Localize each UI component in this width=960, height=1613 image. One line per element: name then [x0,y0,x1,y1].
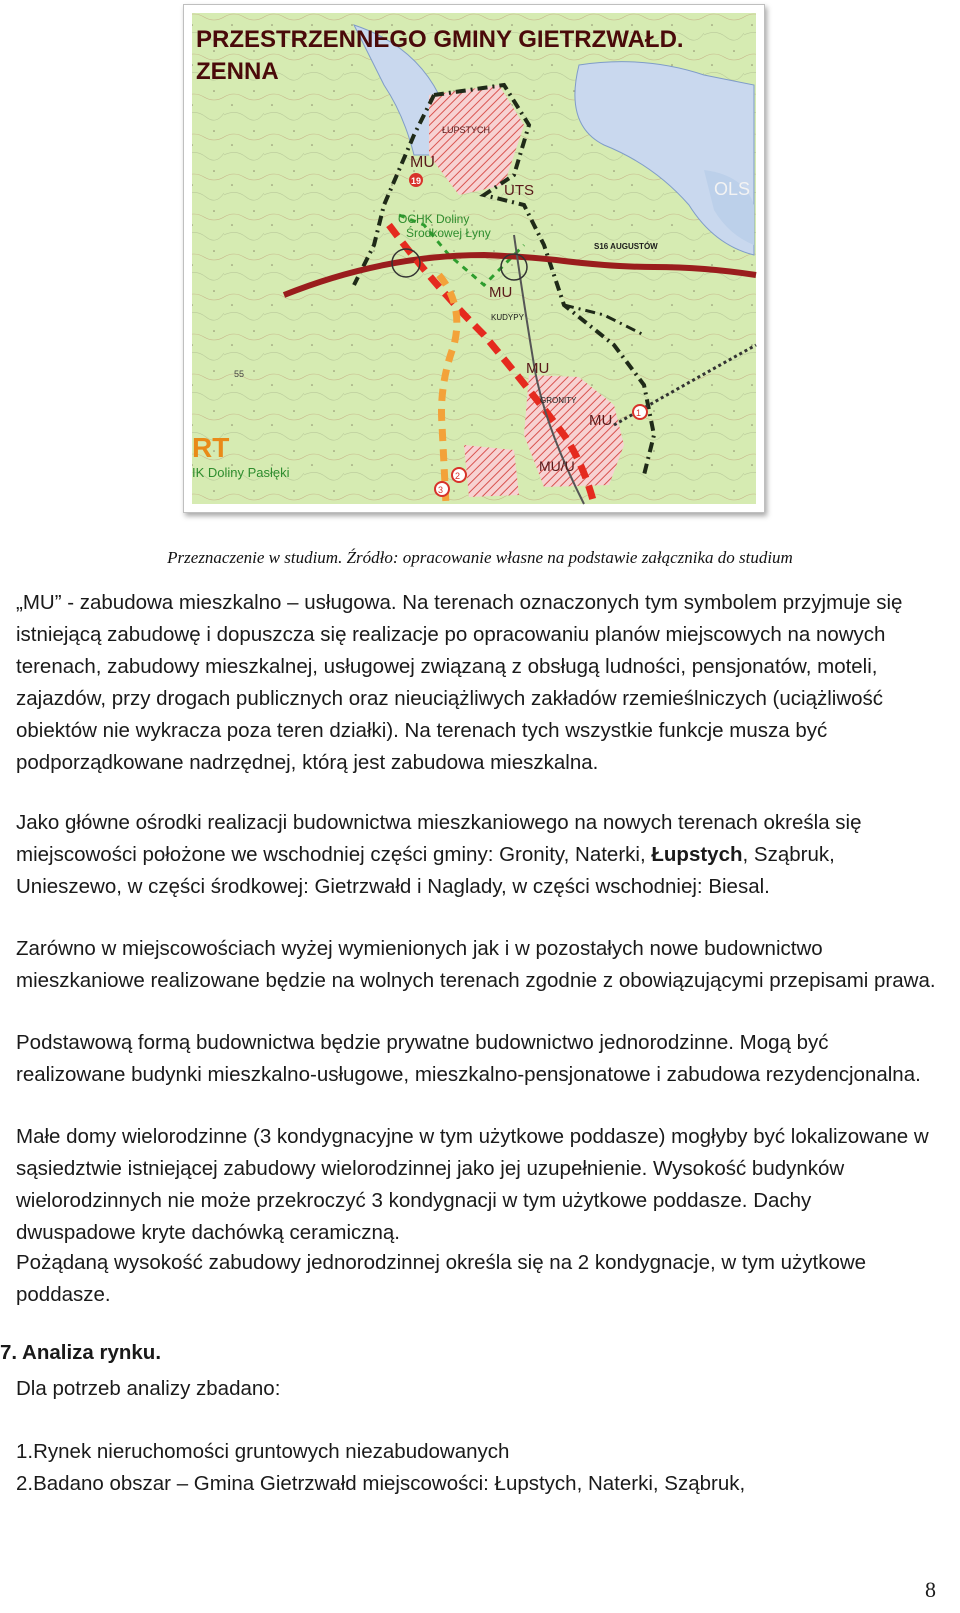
map-label-mu3: MU [526,360,550,377]
map-label-gronity: GRONITY [540,396,577,405]
map-label-c2: 2 [455,471,461,481]
intro-text: Dla potrzeb analizy zbadano: [16,1377,281,1400]
map-label-lupstych: ŁUPSTYCH [442,125,491,135]
map-label-mu4: MU [589,412,613,429]
page-number: 8 [925,1577,936,1602]
paragraph-height: Pożądaną wysokość zabudowy jednorodzinnej określa się na 2 kondygnacje, w tym użytkowe poddasze. [16,1251,867,1306]
list-item-2: 2.Badano obszar – Gmina Gietrzwałd miejscowości: Łupstych, Naterki, Sząbruk, [16,1472,746,1495]
map-header-line1: PRZESTRZENNEGO GMINY GIETRZWAŁD. [196,26,684,53]
map-label-mu2: MU [489,284,513,301]
map-image [183,4,765,513]
map-label-c1: 1 [636,408,642,418]
caption-text: Przeznaczenie w studium. Źródło: opracowanie własne na podstawie załącznika do studium [167,548,793,567]
map-header-line2: ZENNA [196,58,279,85]
map-label-c3: 3 [438,485,444,495]
paragraph-main-form: Podstawową formą budownictwa będzie prywatne budownictwo jednorodzinne. Mogą być realizowane budynki mieszkalno-usługowe, mieszkalno-pensjonatowe i zabudowa rezydencjonalna. [16,1031,921,1086]
paragraph-locations-b: , Sząbruk, Unieszewo, w części środkowej: Gietrzwałd i Naglady, w części wschodniej: Biesal. [16,843,835,898]
paragraph-locations [16,807,936,903]
map-label-rt: RT [192,432,230,463]
map-label-ochk1: OCHK Doliny [398,212,470,226]
paragraph-new-housing: Zarówno w miejscowościach wyżej wymienionych jak i w pozostałych nowe budownictwo mieszkaniowe realizowane będzie na wolnych terenach zgodnie z obowiązującymi przepisami prawa. [16,937,936,992]
zone-south [464,445,519,497]
map-label-ochk2: Środkowej Łyny [406,226,491,240]
map-label-pasleki: IK Doliny Pasłęki [192,465,290,480]
map-label-uts: UTS [504,182,534,199]
map-label-mu1: MU [410,154,435,171]
map-label-ols: OLS [714,179,751,199]
list-item-1: 1.Rynek nieruchomości gruntowych niezabudowanych [16,1440,510,1463]
figure-caption [0,548,960,568]
section-heading: 7. Analiza rynku. [0,1341,162,1364]
map-label-muu: MU/U [539,458,575,474]
map-label-55: 55 [234,369,245,379]
map-svg [184,5,764,512]
paragraph-locations-bold: Łupstych [651,843,743,866]
paragraph-locations-a: Jako główne ośrodki realizacji budownictwa mieszkaniowego na nowych terenach określa się miejscowości położone we wschodniej części gminy: Gronity, Naterki, [16,811,862,866]
map-label-road19: 19 [411,176,422,186]
map-label-kudypy: KUDYPY [491,313,524,322]
paragraph-small-houses: Małe domy wielorodzinne (3 kondygnacyjne w tym użytkowe poddasze) mogłyby być lokalizowane w sąsiedztwie istniejącej zabudowy wielorodzinnej jako jej uzupełnienie. Wysokość budynków wielorodzinnych nie może przekroczyć 3 kondygnacji w tym użytkowe poddasze. Dachy dwuspadowe kryte dachówką ceramiczną. [16,1125,929,1244]
map-label-augustow: S16 AUGUSTÓW [594,242,658,251]
paragraph-mu: „MU” - zabudowa mieszkalno – usługowa. Na terenach oznaczonych tym symbolem przyjmuje się istniejącą zabudowę i dopuszcza się realizacje po opracowaniu planów miejscowych na nowych terenach, zabudowy mieszkalnej, usługowej związaną z obsługą ludności, pensjonatów, moteli, zajazdów, przy drogach publicznych oraz nieuciążliwych zakładów rzemieślniczych (uciążliwość obiektów nie wykracza poza teren działki). Na terenach tych wszystkie funkcje musza być podporządkowane nadrzędnej, którą jest zabudowa mieszkalna. [16,591,903,774]
